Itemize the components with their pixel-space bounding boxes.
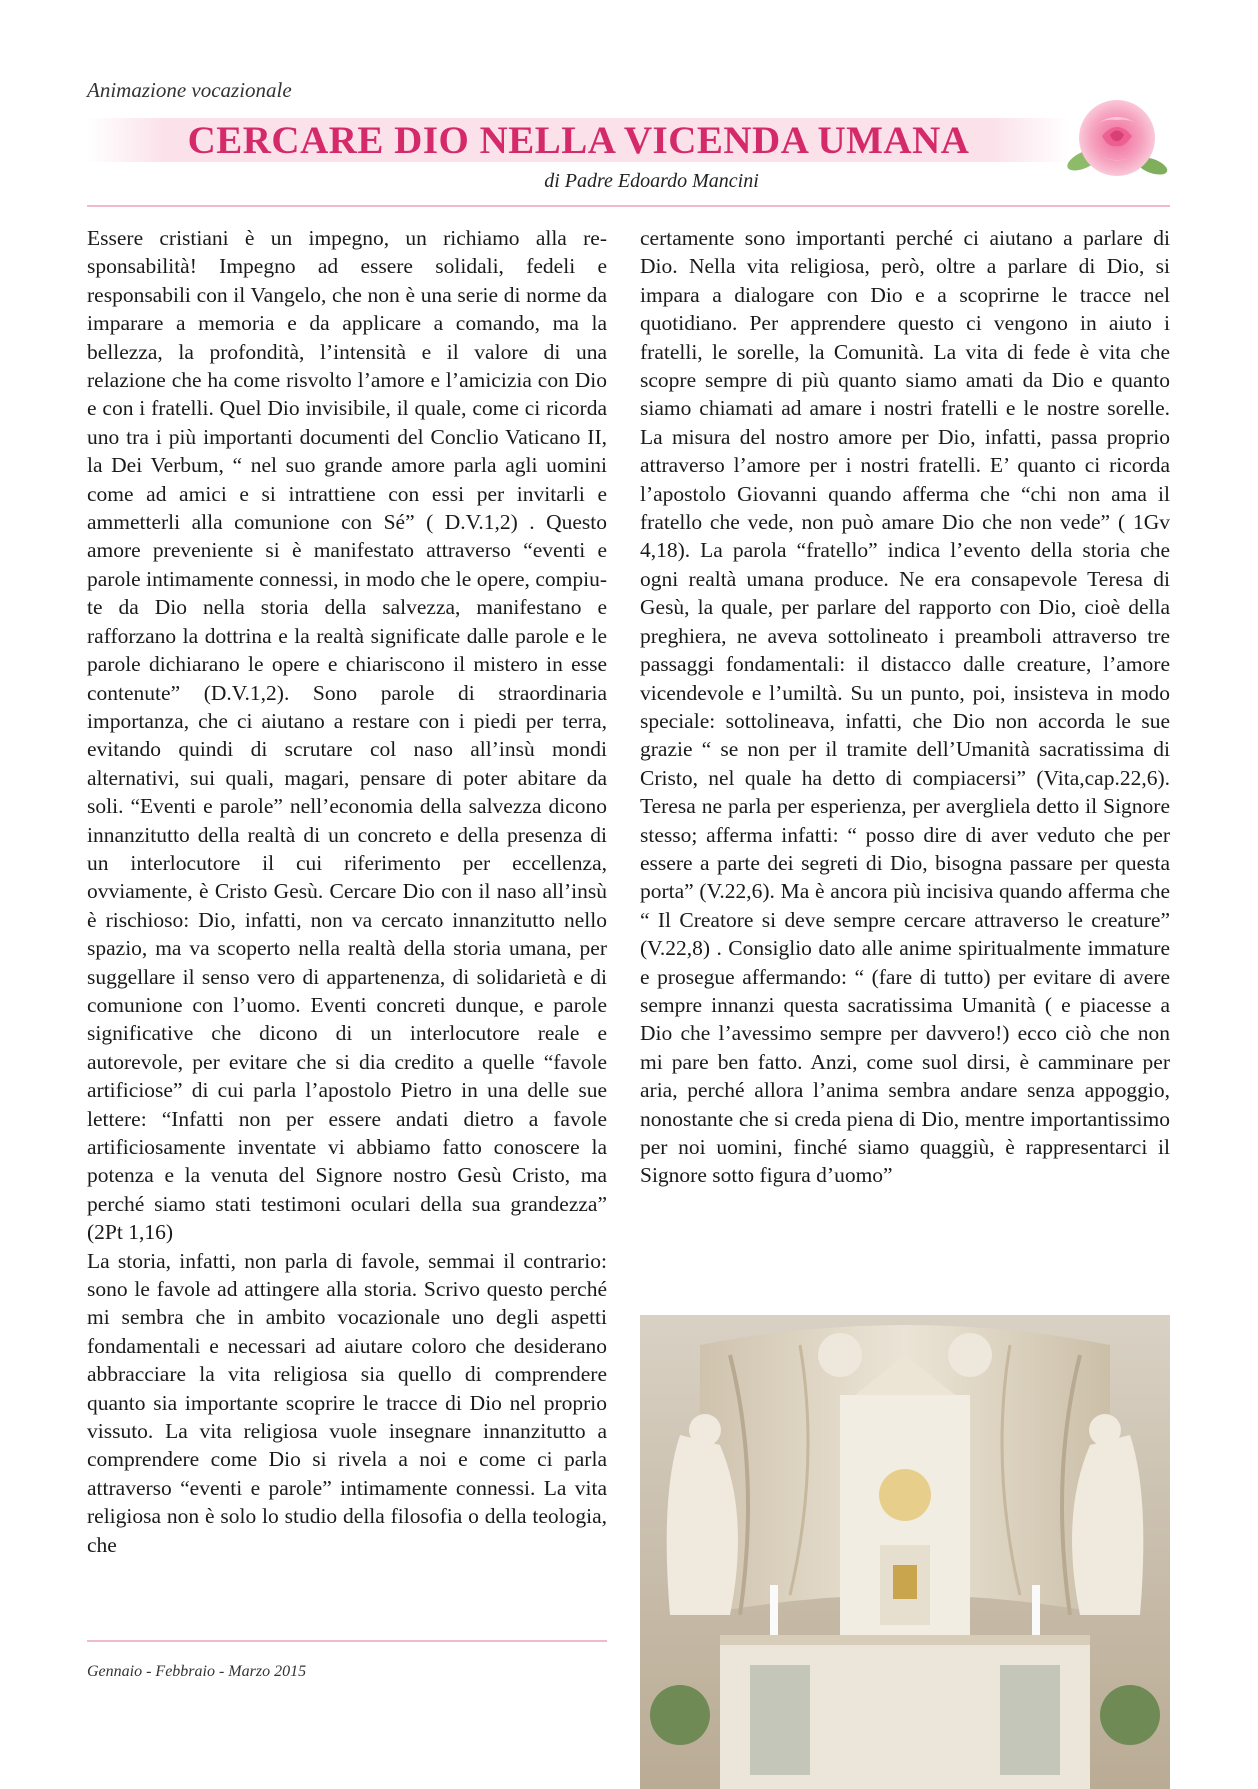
section-label: Animazione vocazionale [87,78,292,102]
header-rule [87,205,1170,207]
issue-date: Gennaio - Febbraio - Marzo 2015 [87,1663,307,1680]
right-column [640,224,1170,1304]
title-band [87,118,1070,162]
paragraph: Essere cristiani è un impegno, un richiamo alla responsabilità! Impegno ad essere solidali, fedeli e responsabili con il Vangelo, che non è una serie di norme da imparare a memoria e da applicare a comando, ma la bellezza, la profondità, l’intensità e il valore di una relazione che ha come risvolto l’amore e l’amicizia con Dio e con i fratelli. Quel Dio invisibile, il quale, come ci ricorda uno tra i più importanti documenti del Conclio Vaticano II, la Dei Verbum, “ nel suo grande amore parla agli uomini come ad amici e si intrattiene con essi per invitarli e ammetterli alla comunione con Sé” ( D.V.1,2) . Questo amore preveniente si è manifestato attraverso “eventi e parole intimamente connessi, in modo che le opere, compiute da Dio nella storia della salvezza, manifestano e rafforzano la dottrina e la realtà significate dalle parole e le parole dichiarano le opere e chiariscono il mistero in esse contenute” (D.V.1,2). Sono parole di straordinaria importanza, che ci aiutano a restare con i piedi per terra, evitando quindi di scrutare col naso all’insù mondi alternativi, sui quali, magari, pensare di poter abitare da soli. “Eventi e parole” nell’economia della salvezza dicono innanzitutto della realtà di un concreto e della presenza di un interlocutore il cui riferimento per eccellenza, ovviamente, è Cristo Gesù. Cercare Dio con il naso all’insù è rischioso: Dio, infatti, non va cercato innanzitutto nello spazio, ma va scoperto nella realtà della storia umana, per suggellare il senso vero di appartenenza, di solidarietà e di comunione con l’uomo. Eventi concreti dunque, e parole significative che dicono di un interlocutore reale e autorevole, per evitare che si dia credito a quelle “favole artificiose” di cui parla l’apostolo Pietro in una delle sue lettere: “Infatti non per essere andati dietro a favole artificiosamente inventate vi abbiamo fatto conoscere la potenza e la venuta del Signore nostro Gesù Cristo, ma perché siamo stati testimoni oculari della sua grandezza” (2Pt 1,16) [87,226,607,1245]
byline: di Padre Edoardo Mancini [544,170,759,192]
paragraph: certamente sono importanti perché ci aiutano a parlare di Dio. Nella vita religiosa, però, oltre a parlare di Dio, si impara a dialogare con Dio e a scoprirne le tracce nel quotidiano. Per apprendere questo ci vengono in aiuto i fratelli, le sorelle, la Comunità. La vita di fede è vita che scopre sempre di più quanto siamo amati da Dio e quanto siamo chiamati ad amare i nostri fratelli e le nostre sorelle. La misura del nostro amore per Dio, infatti, passa proprio attraverso l’amore per i nostri fratelli. E’ quanto ci ricorda l’apostolo Giovanni quando afferma che “chi non ama il fratello che vede, non può amare Dio che non vede” ( 1Gv 4,18). La parola “fratello” indica l’evento della storia che ogni realtà umana produce. Ne era consapevole Teresa di Gesù, la quale, per parlare del rapporto con Dio, cioè della preghiera, ne aveva sottolineato i preamboli attraverso tre passaggi fondamentali: il distacco dalle creature, l’amore vicendevole e l’umiltà. Su un punto, poi, insisteva in modo speciale: sottolineava, infatti, che Dio non accorda le sue grazie “ se non per il tramite dell’Umanità sacratissima di Cristo, nel quale ha detto di compiacersi” (Vita,cap.22,6). Teresa ne parla per esperienza, per avergliela detto il Signore stesso; afferma infatti: “ posso dire di aver veduto che per essere a parte dei segreti di Dio, bisogna passare per questa porta” (V.22,6). Ma è ancora più incisiva quando afferma che “ Il Creatore si deve sempre cercare attraverso le creature” (V.22,8) . Consiglio dato alle anime spiritualmente immature e prosegue affermando: “ (fare di tutto) per evitare di avere sempre innanzi questa sacratissima Umanità ( e piacesse a Dio che l’avessimo sempre per davvero!) ecco ciò che non mi pare ben fatto. Anzi, come suol dirsi, è camminare per aria, perché allora l’anima sembra andare senza appoggio, nonostante che si creda piena di Dio, mentre importantissimo per noi uomini, finché siamo quaggiù, è rappresentarci il Signore sotto figura d’uomo” [640,226,1170,1188]
altar-photo [640,1315,1170,1789]
footer-rule [87,1640,607,1642]
left-column [87,224,607,1609]
page-title: CERCARE DIO NELLA VICENDA UMANA [187,119,970,162]
paragraph: La storia, infatti, non parla di favole, semmai il contrario: sono le favole ad attingere alla storia. Scrivo questo perché mi sembra che in ambito vocazionale uno degli aspetti fondamentali e necessari ad aiutare coloro che desiderano abbracciare la vita religiosa sia quello di comprendere quanto sia importante scoprire le tracce di Dio nel proprio vissuto. La vita religiosa vuole insegnare innanzitutto a comprendere come Dio si rivela a noi e come ci parla attraverso “eventi e parole” intimamente connessi. La vita religiosa non è solo lo studio della filosofia o della teologia, che [87,1248,607,1557]
